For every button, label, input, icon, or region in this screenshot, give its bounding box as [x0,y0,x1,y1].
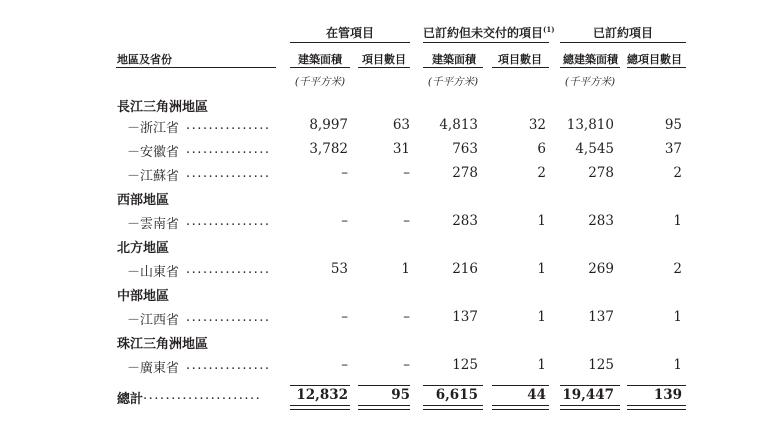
cell-value: 8,997 [309,117,348,133]
header-rule-5 [560,67,620,68]
province-label: －山東省 [127,265,180,280]
cell-value: – [341,165,348,181]
province-label: －安徽省 [127,145,180,160]
cell-value: 13,810 [566,117,614,133]
cell-value: 53 [330,261,348,277]
unit-label-managed: (千平方米) [294,76,346,88]
region-heading: 西部地區 [117,193,170,208]
group-header-contracted-undelivered [423,24,555,41]
province-label: －廣東省 [127,361,180,376]
total-value: 12,832 [296,387,348,403]
cell-value: 63 [392,117,410,133]
cell-value: 31 [392,141,410,157]
region-heading: 中部地區 [117,289,170,304]
cell-value: 216 [452,261,478,277]
cell-value: 125 [588,357,614,373]
group-header-contracted-undelivered-label: 已訂約但未交付的項目 [423,26,544,40]
total-top-rule-4 [492,385,549,386]
cell-value: 269 [588,261,614,277]
cell-value: 95 [664,117,682,133]
total-double-rule-6 [627,405,686,410]
column-header-undelivered-gfa: 建築面積 [432,53,476,66]
cell-value: 763 [452,141,478,157]
column-header-contracted-total-count: 總項目數目 [627,53,682,66]
cell-value: 1 [673,213,682,229]
cell-value: – [403,309,410,325]
total-top-rule-3 [423,385,483,386]
region-heading: 北方地區 [117,241,170,256]
cell-value: 4,813 [439,117,478,133]
cell-value: – [341,309,348,325]
header-rule-3 [423,67,483,68]
group-underline-contracted [560,42,686,43]
cell-value: 1 [537,213,546,229]
total-top-rule-1 [290,385,350,386]
header-rule-1 [290,67,350,68]
total-value: 95 [391,387,410,403]
header-rule-6 [627,67,686,68]
group-header-managed: 在管項目 [325,26,374,40]
province-label: －江西省 [127,313,180,328]
cell-value: 32 [528,117,546,133]
province-label: －江蘇省 [127,169,180,184]
province-label: －雲南省 [127,217,180,232]
cell-value: 4,545 [575,141,614,157]
header-rule-region [116,67,276,68]
cell-value: 283 [588,213,614,229]
total-value: 44 [527,387,546,403]
region-heading: 長江三角洲地區 [117,100,209,115]
header-rule-4 [492,67,549,68]
column-header-managed-count: 項目數目 [362,53,406,66]
group-header-contracted: 已訂約項目 [592,26,653,40]
cell-value: 3,782 [309,141,348,157]
cell-value: 2 [673,261,682,277]
total-value: 6,615 [435,387,478,403]
total-double-rule-1 [290,405,350,410]
total-leader-dots: ..................... [143,388,262,403]
cell-value: 125 [452,357,478,373]
cell-value: 278 [452,165,478,181]
cell-value: 37 [664,141,682,157]
leader-dots: ............... [186,166,271,181]
cell-value: 1 [673,357,682,373]
cell-value: – [341,213,348,229]
cell-value: 6 [537,141,546,157]
total-top-rule-2 [358,385,410,386]
leader-dots: ............... [186,262,271,277]
total-value: 19,447 [562,387,614,403]
unit-label-contracted: (千平方米) [564,76,616,88]
region-heading: 珠江三角洲地區 [117,337,209,352]
column-header-contracted-total-gfa: 總建築面積 [563,53,618,66]
header-rule-2 [358,67,410,68]
cell-value: 2 [537,165,546,181]
total-top-rule-5 [560,385,620,386]
cell-value: 137 [588,309,614,325]
leader-dots: ............... [186,358,271,373]
footnote-marker: (1) [543,25,555,34]
cell-value: – [403,213,410,229]
cell-value: 1 [537,309,546,325]
cell-value: 2 [673,165,682,181]
total-double-rule-4 [492,405,549,410]
cell-value: 1 [537,357,546,373]
total-value: 139 [653,387,682,403]
cell-value: 137 [452,309,478,325]
cell-value: – [403,357,410,373]
column-header-managed-gfa: 建築面積 [298,53,342,66]
total-label: 總計 [117,392,144,407]
cell-value: – [403,165,410,181]
cell-value: 1 [401,261,410,277]
group-underline-managed [290,42,410,43]
column-header-undelivered-count: 項目數目 [498,53,542,66]
unit-label-undelivered: (千平方米) [427,76,479,88]
group-underline-contracted-undelivered [423,42,549,43]
province-label: －浙江省 [127,121,180,136]
leader-dots: ............... [186,142,271,157]
cell-value: 1 [673,309,682,325]
leader-dots: ............... [186,118,271,133]
total-double-rule-5 [560,405,620,410]
total-top-rule-6 [627,385,686,386]
cell-value: 283 [452,213,478,229]
column-header-region: 地區及省份 [117,53,172,66]
total-double-rule-2 [358,405,410,410]
cell-value: 1 [537,261,546,277]
cell-value: 278 [588,165,614,181]
leader-dots: ............... [186,310,271,325]
cell-value: – [341,357,348,373]
leader-dots: ............... [186,214,271,229]
total-double-rule-3 [423,405,483,410]
